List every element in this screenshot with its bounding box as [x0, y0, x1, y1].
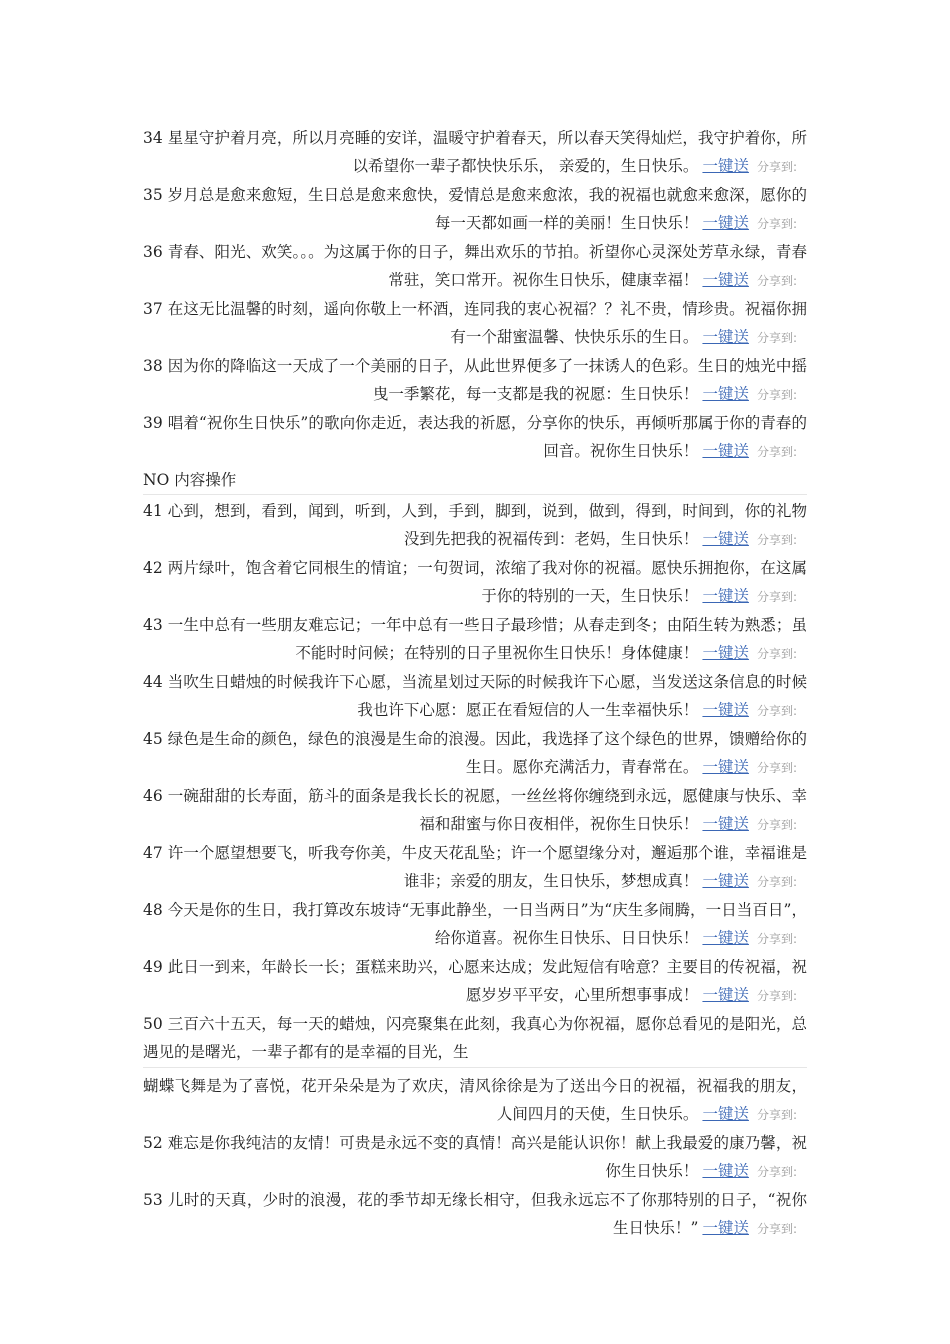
wish-list-c	[143, 1072, 807, 1243]
send-link[interactable]: 一键送	[702, 530, 749, 548]
share-label[interactable]: 分享到:	[756, 1222, 797, 1236]
entry-text: 34 星星守护着月亮，所以月亮睡的安详，温暖守护着春天，所以春天笑得灿烂，我守护着你，所以希望你一辈子都快快乐乐， 亲爱的，生日快乐。	[143, 129, 807, 175]
entry-text: 49 此日一到来，年龄长一长；蛋糕来助兴，心愿来达成；发此短信有啥意？主要目的传祝福，祝愿岁岁平平安，心里所想事事成！	[143, 958, 807, 1004]
send-link[interactable]: 一键送	[702, 1219, 749, 1237]
share-label[interactable]: 分享到:	[756, 217, 797, 231]
share-label[interactable]: 分享到:	[756, 989, 797, 1003]
share-label[interactable]: 分享到:	[756, 818, 797, 832]
share-label[interactable]: 分享到:	[756, 331, 797, 345]
entry-text: 50 三百六十五天，每一天的蜡烛，闪亮聚集在此刻，我真心为你祝福，愿你总看见的是阳光，总遇见的是曙光，一辈子都有的是幸福的目光，生	[143, 1015, 807, 1061]
list-item	[143, 352, 807, 409]
send-link[interactable]: 一键送	[702, 385, 749, 403]
entry-text: 43 一生中总有一些朋友难忘记；一年中总有一些日子最珍惜；从春走到冬；由陌生转为熟悉；虽不能时时问候；在特别的日子里祝你生日快乐！身体健康！	[143, 616, 807, 662]
share-label[interactable]: 分享到:	[756, 875, 797, 889]
header-label: NO 内容操作	[143, 471, 237, 489]
share-label[interactable]: 分享到:	[756, 704, 797, 718]
entry-text: 53 儿时的天真，少时的浪漫，花的季节却无缘长相守，但我永远忘不了你那特别的日子，“祝你生日快乐！”	[143, 1191, 807, 1237]
entry-text: 42 两片绿叶，饱含着它同根生的情谊；一句贺词，浓缩了我对你的祝福。愿快乐拥抱你，在这属于你的特别的一天，生日快乐！	[143, 559, 807, 605]
send-link[interactable]: 一键送	[702, 701, 749, 719]
entry-text: 36 青春、阳光、欢笑。。。为这属于你的日子，舞出欢乐的节拍。祈望你心灵深处芳草永绿，青春常驻，笑口常开。祝你生日快乐，健康幸福！	[143, 243, 807, 289]
list-item	[143, 295, 807, 352]
entry-text: 41 心到，想到，看到，闻到，听到，人到，手到，脚到，说到，做到，得到，时间到，你的礼物没到先把我的祝福传到：老妈，生日快乐！	[143, 502, 807, 548]
list-item	[143, 238, 807, 295]
send-link[interactable]: 一键送	[702, 214, 749, 232]
share-label[interactable]: 分享到:	[756, 533, 797, 547]
send-link[interactable]: 一键送	[702, 328, 749, 346]
entry-text: 46 一碗甜甜的长寿面，筋斗的面条是我长长的祝愿，一丝丝将你缠绕到永远，愿健康与快乐、幸福和甜蜜与你日夜相伴，祝你生日快乐！	[143, 787, 807, 833]
wish-list-a	[143, 124, 807, 466]
table-header	[143, 466, 807, 495]
send-link[interactable]: 一键送	[702, 1105, 749, 1123]
send-link[interactable]: 一键送	[702, 929, 749, 947]
send-link[interactable]: 一键送	[702, 587, 749, 605]
send-link[interactable]: 一键送	[702, 1162, 749, 1180]
send-link[interactable]: 一键送	[702, 986, 749, 1004]
list-item	[143, 124, 807, 181]
send-link[interactable]: 一键送	[702, 157, 749, 175]
list-item	[143, 896, 807, 953]
share-label[interactable]: 分享到:	[756, 388, 797, 402]
entry-text: 44 当吹生日蜡烛的时候我许下心愿，当流星划过天际的时候我许下心愿，当发送这条信息的时候我也许下心愿：愿正在看短信的人一生幸福快乐！	[143, 673, 807, 719]
send-link[interactable]: 一键送	[702, 815, 749, 833]
send-link[interactable]: 一键送	[702, 271, 749, 289]
entry-text: 52 难忘是你我纯洁的友情！可贵是永远不变的真情！高兴是能认识你！献上我最爱的康乃馨，祝你生日快乐！	[143, 1134, 807, 1180]
list-item	[143, 668, 807, 725]
share-label[interactable]: 分享到:	[756, 932, 797, 946]
entry-text: 48 今天是你的生日，我打算改东坡诗“无事此静坐，一日当两日”为“庆生多闹腾，一日当百日”，给你道喜。祝你生日快乐、日日快乐！	[143, 901, 807, 947]
share-label[interactable]: 分享到:	[756, 647, 797, 661]
list-item	[143, 497, 807, 554]
list-item	[143, 953, 807, 1010]
send-link[interactable]: 一键送	[702, 872, 749, 890]
list-item	[143, 839, 807, 896]
entry-text: 37 在这无比温馨的时刻，遥向你敬上一杯酒，连同我的衷心祝福？？礼不贵，情珍贵。祝福你拥有一个甜蜜温馨、快快乐乐的生日。	[143, 300, 807, 346]
entry-text: 45 绿色是生命的颜色，绿色的浪漫是生命的浪漫。因此，我选择了这个绿色的世界，馈赠给你的生日。愿你充满活力，青春常在。	[143, 730, 807, 776]
entry-text: 35 岁月总是愈来愈短，生日总是愈来愈快，爱情总是愈来愈浓，我的祝福也就愈来愈深，愿你的每一天都如画一样的美丽！生日快乐！	[143, 186, 807, 232]
share-label[interactable]: 分享到:	[756, 590, 797, 604]
list-item	[143, 554, 807, 611]
share-label[interactable]: 分享到:	[756, 274, 797, 288]
send-link[interactable]: 一键送	[702, 758, 749, 776]
share-label[interactable]: 分享到:	[756, 445, 797, 459]
list-item	[143, 1129, 807, 1186]
document-body	[143, 124, 807, 1243]
entry-text: 39 唱着“祝你生日快乐”的歌向你走近，表达我的祈愿，分享你的快乐，再倾听那属于你的青春的回音。祝你生日快乐！	[143, 414, 807, 460]
share-label[interactable]: 分享到:	[756, 761, 797, 775]
list-item	[143, 1186, 807, 1243]
entry-text: 蝴蝶飞舞是为了喜悦，花开朵朵是为了欢庆，清风徐徐是为了送出今日的祝福，祝福我的朋友，人间四月的天使，生日快乐。	[143, 1077, 807, 1123]
list-item	[143, 611, 807, 668]
list-item	[143, 725, 807, 782]
list-item	[143, 409, 807, 466]
entry-text: 47 许一个愿望想要飞，听我夸你美，牛皮天花乱坠；许一个愿望缘分对，邂逅那个谁，幸福谁是谁非；亲爱的朋友，生日快乐，梦想成真！	[143, 844, 807, 890]
send-link[interactable]: 一键送	[702, 644, 749, 662]
share-label[interactable]: 分享到:	[756, 160, 797, 174]
list-item	[143, 181, 807, 238]
send-link[interactable]: 一键送	[702, 442, 749, 460]
list-item	[143, 782, 807, 839]
entry-text: 38 因为你的降临这一天成了一个美丽的日子，从此世界便多了一抹诱人的色彩。生日的烛光中摇曳一季繁花，每一支都是我的祝愿：生日快乐！	[143, 357, 807, 403]
share-label[interactable]: 分享到:	[756, 1165, 797, 1179]
list-item-50	[143, 1010, 807, 1068]
share-label[interactable]: 分享到:	[756, 1108, 797, 1122]
list-item	[143, 1072, 807, 1129]
wish-list-b	[143, 497, 807, 1010]
